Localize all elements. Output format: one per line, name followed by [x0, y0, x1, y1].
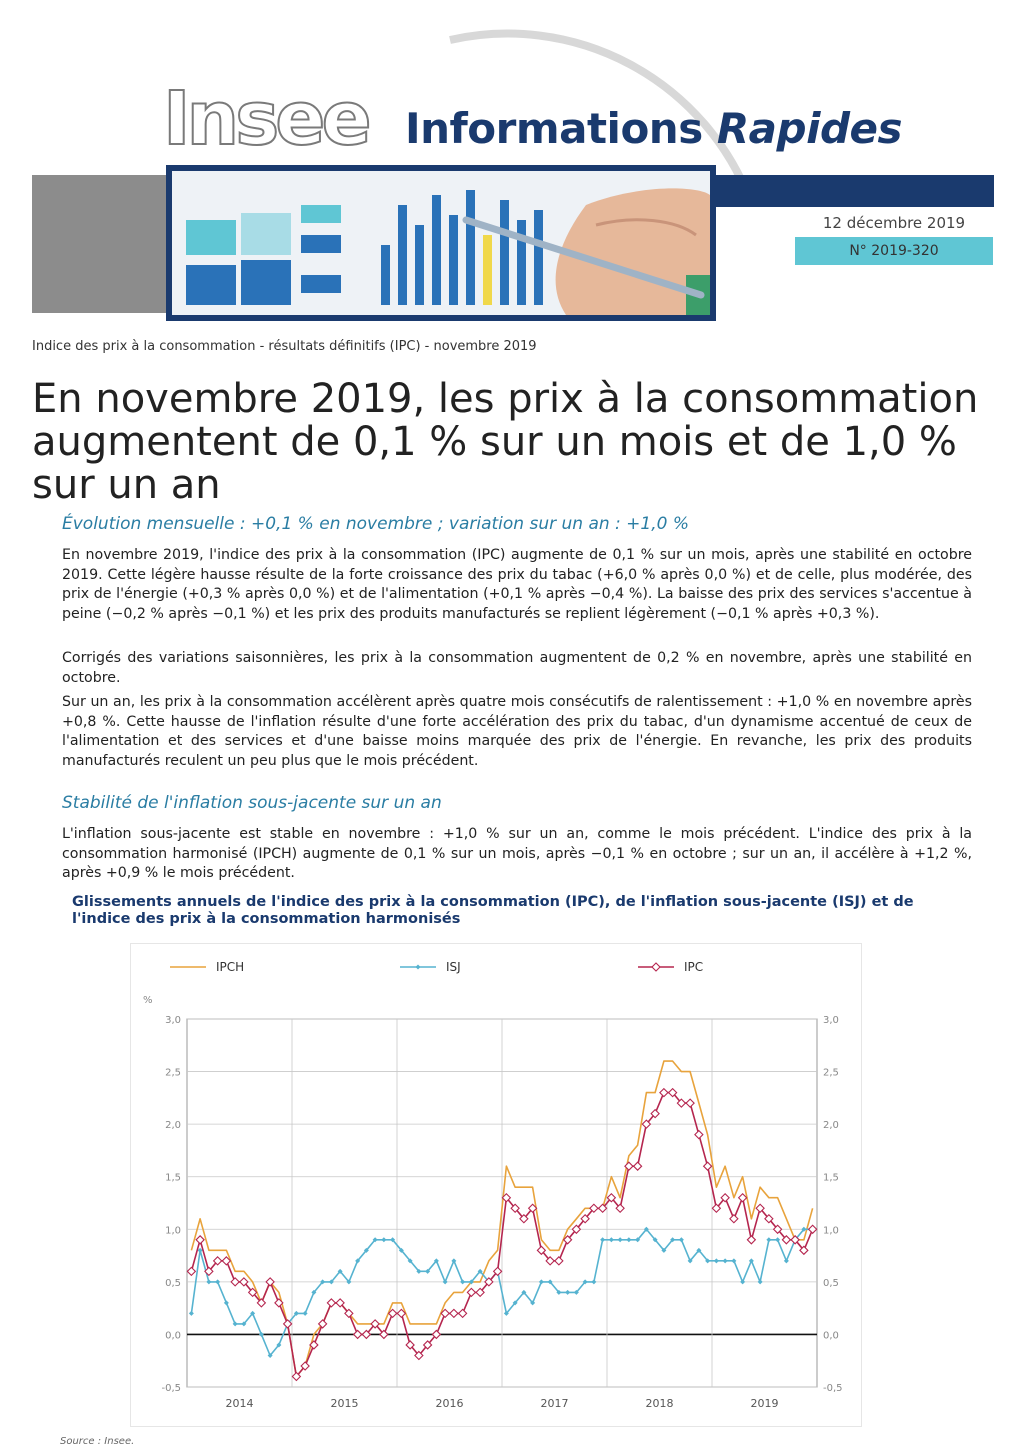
subheading-core-inflation: Stabilité de l'inflation sous-jacente sur un an — [62, 793, 442, 813]
data-point-isj — [609, 1237, 614, 1242]
y-tick-label-right: 2,0 — [823, 1120, 839, 1132]
year-label: 2018 — [645, 1397, 674, 1410]
data-point-ipc — [354, 1330, 362, 1338]
paragraph-2: Corrigés des variations saisonnières, les prix à la consommation augmentent de 0,2 % en novembre, après une stabilité en octobre. — [62, 650, 972, 686]
legend-label-isj: ISJ — [446, 960, 461, 974]
data-point-isj — [206, 1279, 211, 1284]
header-photo — [166, 165, 716, 321]
data-point-ipc — [467, 1288, 475, 1296]
header-blue-band — [716, 175, 994, 207]
publication-date: 12 décembre 2019 — [795, 209, 993, 237]
data-point-isj — [189, 1311, 194, 1316]
data-point-isj — [749, 1258, 754, 1263]
data-point-isj — [233, 1321, 238, 1326]
y-tick-label-right: 3,0 — [823, 1015, 839, 1026]
subheading-monthly: Évolution mensuelle : +0,1 % en novembre ; variation sur un an : +1,0 % — [62, 514, 690, 534]
data-point-isj — [259, 1332, 264, 1337]
data-point-isj — [766, 1237, 771, 1242]
y-axis-unit: % — [143, 995, 153, 1006]
data-point-isj — [381, 1237, 386, 1242]
paragraph-4: L'inflation sous-jacente est stable en novembre : +1,0 % sur un an, comme le mois précédent. L'indice des prix à la consommation harmonisé (IPCH) augmente de 0,1 % sur un mois, après −0,1 % en octobre ; sur un an, il accélère à +1,2 %, après +0,9 % le mois précédent. — [62, 826, 972, 881]
article-category: Indice des prix à la consommation - résultats définitifs (IPC) - novembre 2019 — [32, 339, 537, 354]
inflation-chart — [130, 943, 860, 1425]
chart-source: Source : Insee. — [60, 1436, 135, 1447]
publication-name-part1: Informations — [405, 104, 703, 153]
data-point-ipc — [459, 1309, 467, 1317]
legend-marker-ipc — [652, 963, 660, 971]
data-point-isj — [626, 1237, 631, 1242]
y-tick-label-left: 2,5 — [165, 1067, 181, 1079]
y-tick-label-right: 0,0 — [823, 1330, 839, 1342]
data-point-isj — [460, 1279, 465, 1284]
year-label: 2016 — [435, 1397, 464, 1410]
data-point-ipc — [747, 1236, 755, 1244]
data-point-isj — [679, 1237, 684, 1242]
publication-number: N° 2019-320 — [795, 237, 993, 265]
data-point-ipc — [686, 1099, 694, 1107]
page-title: En novembre 2019, les prix à la consommation augmentent de 0,1 % sur un mois et de 1,0 % sur un an — [32, 376, 979, 508]
insee-logo: Insee — [163, 76, 368, 162]
data-point-ipc — [555, 1257, 563, 1265]
legend-label-ipch: IPCH — [216, 960, 245, 974]
data-point-ipc — [739, 1194, 747, 1202]
data-point-isj — [539, 1279, 544, 1284]
y-tick-label-right: 1,0 — [823, 1225, 839, 1237]
data-point-ipc — [634, 1162, 642, 1170]
data-point-isj — [303, 1311, 308, 1316]
data-point-ipc — [187, 1267, 195, 1275]
data-point-ipc — [809, 1225, 817, 1233]
data-point-isj — [224, 1300, 229, 1305]
y-tick-label-left: 0,5 — [165, 1277, 181, 1289]
data-point-ipc — [704, 1162, 712, 1170]
data-point-isj — [600, 1237, 605, 1242]
publication-name — [405, 104, 902, 154]
data-point-ipc — [660, 1089, 668, 1097]
year-label: 2014 — [225, 1397, 254, 1410]
y-tick-label-left: -0,5 — [161, 1383, 181, 1394]
data-point-isj — [443, 1279, 448, 1284]
data-point-isj — [714, 1258, 719, 1263]
y-tick-label-right: 2,5 — [823, 1067, 839, 1079]
data-point-ipc — [730, 1215, 738, 1223]
publication-name-part2: Rapides — [716, 104, 903, 153]
year-label: 2017 — [540, 1397, 569, 1410]
legend-marker-isj — [416, 965, 421, 970]
y-tick-label-left: 1,5 — [165, 1172, 181, 1184]
data-point-isj — [215, 1279, 220, 1284]
legend-label-ipc: IPC — [684, 960, 704, 974]
data-point-isj — [784, 1258, 789, 1263]
data-point-isj — [565, 1290, 570, 1295]
data-point-ipc — [231, 1278, 239, 1286]
y-tick-label-right: -0,5 — [823, 1383, 843, 1394]
data-point-isj — [723, 1258, 728, 1263]
year-label: 2015 — [330, 1397, 359, 1410]
y-tick-label-right: 0,5 — [823, 1277, 839, 1289]
paragraph-3: Sur un an, les prix à la consommation accélèrent après quatre mois consécutifs de ralentissement : +1,0 % en novembre après +0,8 %. Cette hausse de l'inflation résulte d'une forte accélération des prix du tabac, d'un dynamisme accentué de ceux de l'alimentation et des services et d'une baisse moins marquée des prix de l'énergie. En revanche, les prix des produits manufacturés reculent un peu plus que le mois précédent. — [62, 694, 972, 769]
y-tick-label-right: 1,5 — [823, 1172, 839, 1184]
paragraph-1: En novembre 2019, l'indice des prix à la consommation (IPC) augmente de 0,1 % sur un mois, après une stabilité en octobre 2019. Cette légère hausse résulte de la forte croissance des prix du tabac (+6,0 % après 0,0 %) et de celle, plus modérée, des prix de l'énergie (+0,3 % après 0,0 %) et de l'alimentation (+0,1 % après −0,4 %). La baisse des prix des services s'accentue à peine (−0,2 % après −0,1 %) et les prix des produits manufacturés se replient légèrement (−0,1 % après +0,3 %). — [62, 547, 972, 622]
data-point-isj — [731, 1258, 736, 1263]
data-point-ipc — [327, 1299, 335, 1307]
data-point-isj — [775, 1237, 780, 1242]
y-tick-label-left: 2,0 — [165, 1120, 181, 1132]
data-point-isj — [618, 1237, 623, 1242]
data-point-ipc — [196, 1236, 204, 1244]
data-point-ipc — [450, 1309, 458, 1317]
chart-title: Glissements annuels de l'indice des prix à la consommation (IPC), de l'inflation sous-jacente (ISJ) et de l'indice des prix à la consommation harmonisés — [72, 894, 914, 927]
data-point-isj — [591, 1279, 596, 1284]
data-point-isj — [758, 1279, 763, 1284]
data-point-isj — [740, 1279, 745, 1284]
y-tick-label-left: 1,0 — [165, 1225, 181, 1237]
data-point-ipc — [695, 1131, 703, 1139]
y-tick-label-left: 3,0 — [165, 1015, 181, 1026]
data-point-isj — [451, 1258, 456, 1263]
year-label: 2019 — [750, 1397, 779, 1410]
y-tick-label-left: 0,0 — [165, 1330, 181, 1342]
